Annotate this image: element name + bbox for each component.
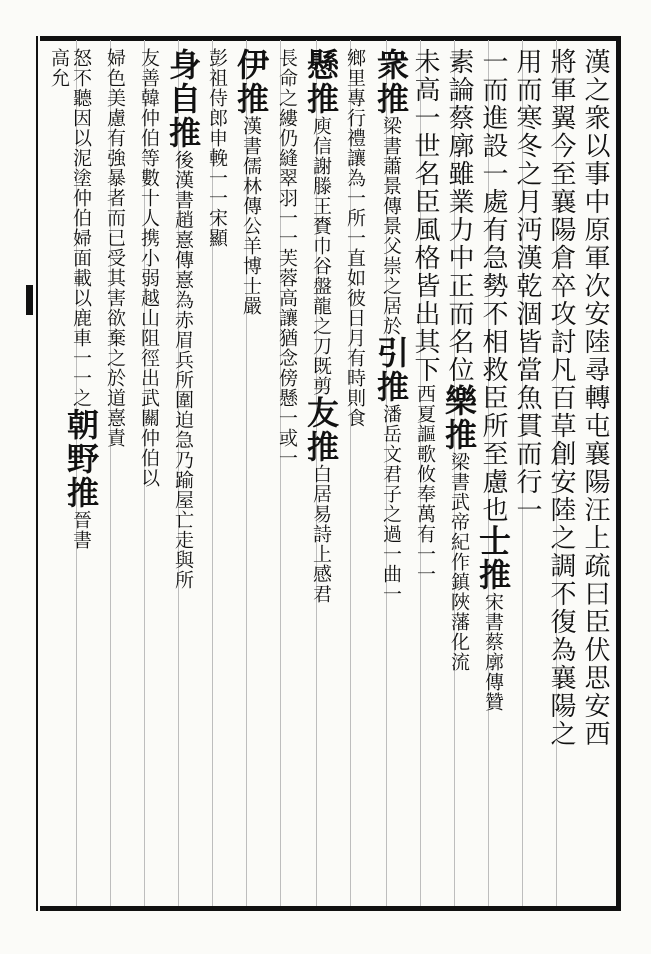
fold-mark-top: [26, 285, 33, 315]
text-run: 友善韓仲伯等數十人携小弱越山阻徑出武關仲伯以: [138, 48, 160, 488]
text-run: 直如彼日月有時則食: [344, 248, 366, 428]
text-column-5: [440, 48, 478, 898]
text-run: 長命之縷仍縫翠羽一一芙蓉高讓: [276, 48, 298, 328]
entry-heading: 引推: [372, 336, 410, 404]
text-run: 婦色美慮有強暴者而已受其害欲棄之於道憙責: [104, 48, 126, 448]
text-run: 晉書: [70, 510, 92, 550]
text-run: 庾信謝滕王賚巾谷盤龍之刀既剪: [310, 116, 332, 396]
text-run: 白居易詩上感君: [310, 464, 332, 604]
right-border: [616, 36, 621, 911]
text-run: 梁書武帝紀作鎮陜藩化流: [448, 452, 470, 672]
text-column-13: [164, 48, 202, 898]
text-column-7: [372, 48, 410, 898]
entry-heading: 伊推: [232, 48, 270, 116]
text-run: 潘岳文君子之過一曲一: [380, 404, 402, 604]
text-column-3: [508, 48, 546, 898]
text-column-6: [406, 48, 444, 898]
text-run: 猶念傍懸一或一: [276, 328, 298, 468]
entry-heading: 士推: [474, 524, 512, 592]
entry-heading: 懸推: [302, 48, 340, 116]
entry-heading: 友推: [302, 396, 340, 464]
text-run: 用而寒冬之月沔漢乾涸皆當魚貫而行一: [512, 48, 542, 524]
top-border: [40, 36, 618, 41]
entry-heading: 衆推: [372, 48, 410, 116]
text-run: 素論蔡廓雖業力中正而名位: [444, 48, 474, 384]
text-column-14: [130, 48, 168, 898]
text-column-1: [576, 48, 614, 898]
text-column-12: [198, 48, 236, 898]
text-column-8: [336, 48, 374, 898]
entry-heading: 樂推: [440, 384, 478, 452]
text-column-17: [40, 48, 78, 898]
bottom-border: [40, 906, 618, 911]
left-border: [36, 36, 38, 911]
entry-heading: 身自推: [164, 48, 202, 150]
entry-heading: 朝野推: [62, 408, 100, 510]
text-run: 彭祖侍郎申輓一一宋顯: [206, 48, 228, 248]
text-run: 漢書儒林傳公羊博士嚴: [240, 116, 262, 316]
text-run: 宋書蔡廓傳贊: [482, 592, 504, 712]
text-column-4: [474, 48, 512, 898]
text-column-2: [542, 48, 580, 898]
text-column-9: [302, 48, 340, 898]
text-run: 鄉里專行禮讓為一所一: [344, 48, 366, 248]
text-run: 將軍翼今至襄陽倉卒攻討凡百草創安陸之調不復為襄陽之: [546, 48, 576, 748]
text-run: 西夏謳歌攸奉萬有一一: [414, 384, 436, 584]
text-run: 未高一世名臣風格皆出其下: [410, 48, 440, 384]
text-run: 漢之衆以事中原軍次安陸尋轉屯襄陽汪上疏曰臣伏思安西: [580, 48, 610, 748]
text-run: 後漢書趙憙傳憙為赤眉兵所圍迫急乃踰屋亡走與所: [172, 150, 194, 590]
text-run: 高允: [48, 48, 70, 88]
text-run: 怒不聽因以泥塗仲伯婦面載以鹿車一一之: [70, 48, 92, 408]
text-column-15: [96, 48, 134, 898]
text-column-11: [232, 48, 270, 898]
text-run: 梁書蕭景傳景父崇之居於: [380, 116, 402, 336]
text-column-10: [268, 48, 306, 898]
text-run: 一而進設一處有急勢不相救臣所至慮也: [478, 48, 508, 524]
